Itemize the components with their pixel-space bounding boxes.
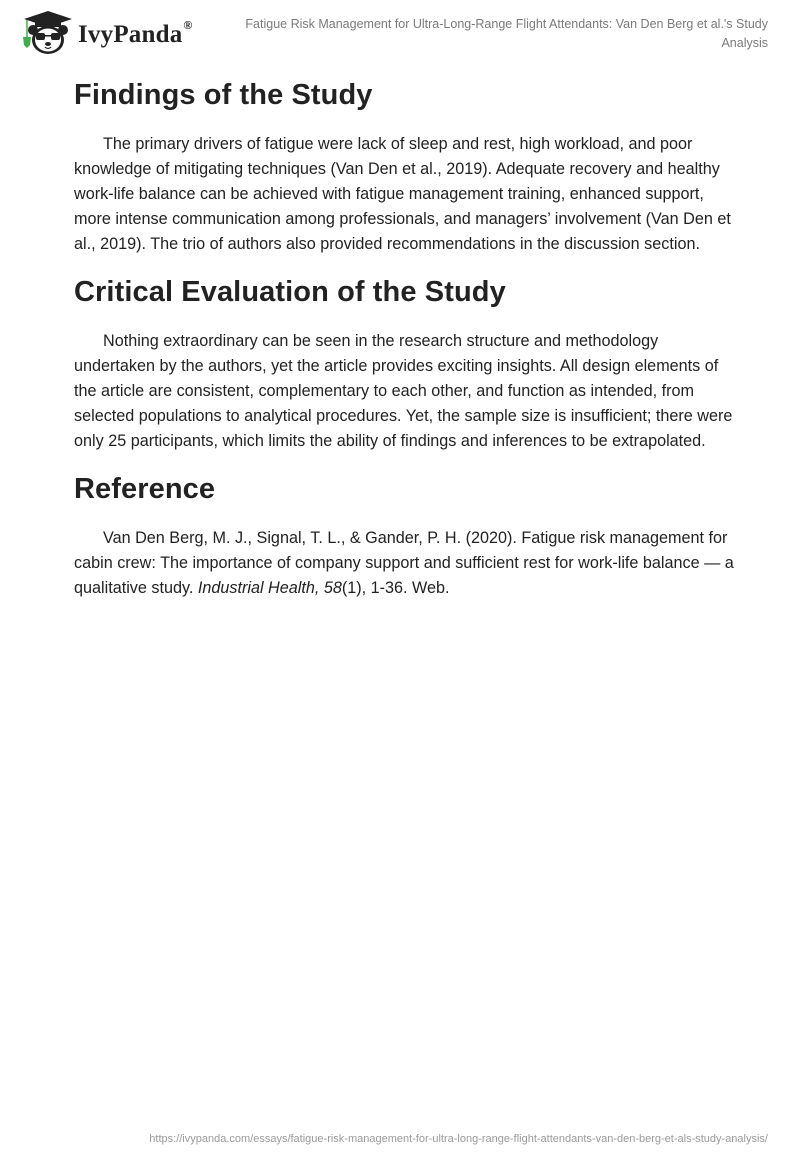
citation-issue-pages: (1), 1-36. Web. (341, 579, 450, 597)
logo-text: IvyPanda® (78, 18, 193, 48)
article-body (74, 70, 734, 601)
ivypanda-logo[interactable] (18, 8, 193, 56)
page-header (0, 0, 800, 60)
section-findings (74, 73, 734, 257)
paragraph-findings: The primary drivers of fatigue were lack of sleep and rest, high workload, and poor knowledge of mitigating techniques (Van Den et al., 2019). Adequate recovery and healthy work-life balance can be achieved with fatigue management training, enhanced support, more intense communication among professionals, and managers’ involvement (Van Den et al., 2019). The trio of authors also provided recommendations in the discussion section. (74, 135, 731, 253)
document-title: Fatigue Risk Management for Ultra-Long-Range Flight Attendants: Van Den Berg et al.'s Study Analysis (245, 17, 768, 50)
reference-citation (74, 526, 734, 601)
section-reference (74, 467, 734, 601)
section-critical-evaluation (74, 270, 734, 454)
heading-reference: Reference (74, 473, 216, 505)
citation-journal: Industrial Health, 58 (197, 579, 342, 597)
footer-url-link[interactable]: https://ivypanda.com/essays/fatigue-risk-management-for-ultra-long-range-flight-attendants-van-den-berg-et-als-study-analysis/ (149, 1133, 768, 1145)
citation-text: Van Den Berg, M. J., Signal, T. L., & Gander, P. H. (2020). Fatigue risk management for cabin crew: The importance of company support and sufficient rest for work-life balance — a qualitative study. (74, 529, 734, 597)
panda-graduate-icon (18, 8, 74, 56)
heading-critical-evaluation: Critical Evaluation of the Study (74, 276, 506, 308)
paragraph-critical-evaluation: Nothing extraordinary can be seen in the research structure and methodology undertaken by the authors, yet the article provides exciting insights. All design elements of the article are consistent, complementary to each other, and function as intended, from selected populations to analytical procedures. Yet, the sample size is insufficient; there were only 25 participants, which limits the ability of findings and inferences to be extrapolated. (74, 332, 733, 450)
heading-findings: Findings of the Study (74, 79, 373, 111)
